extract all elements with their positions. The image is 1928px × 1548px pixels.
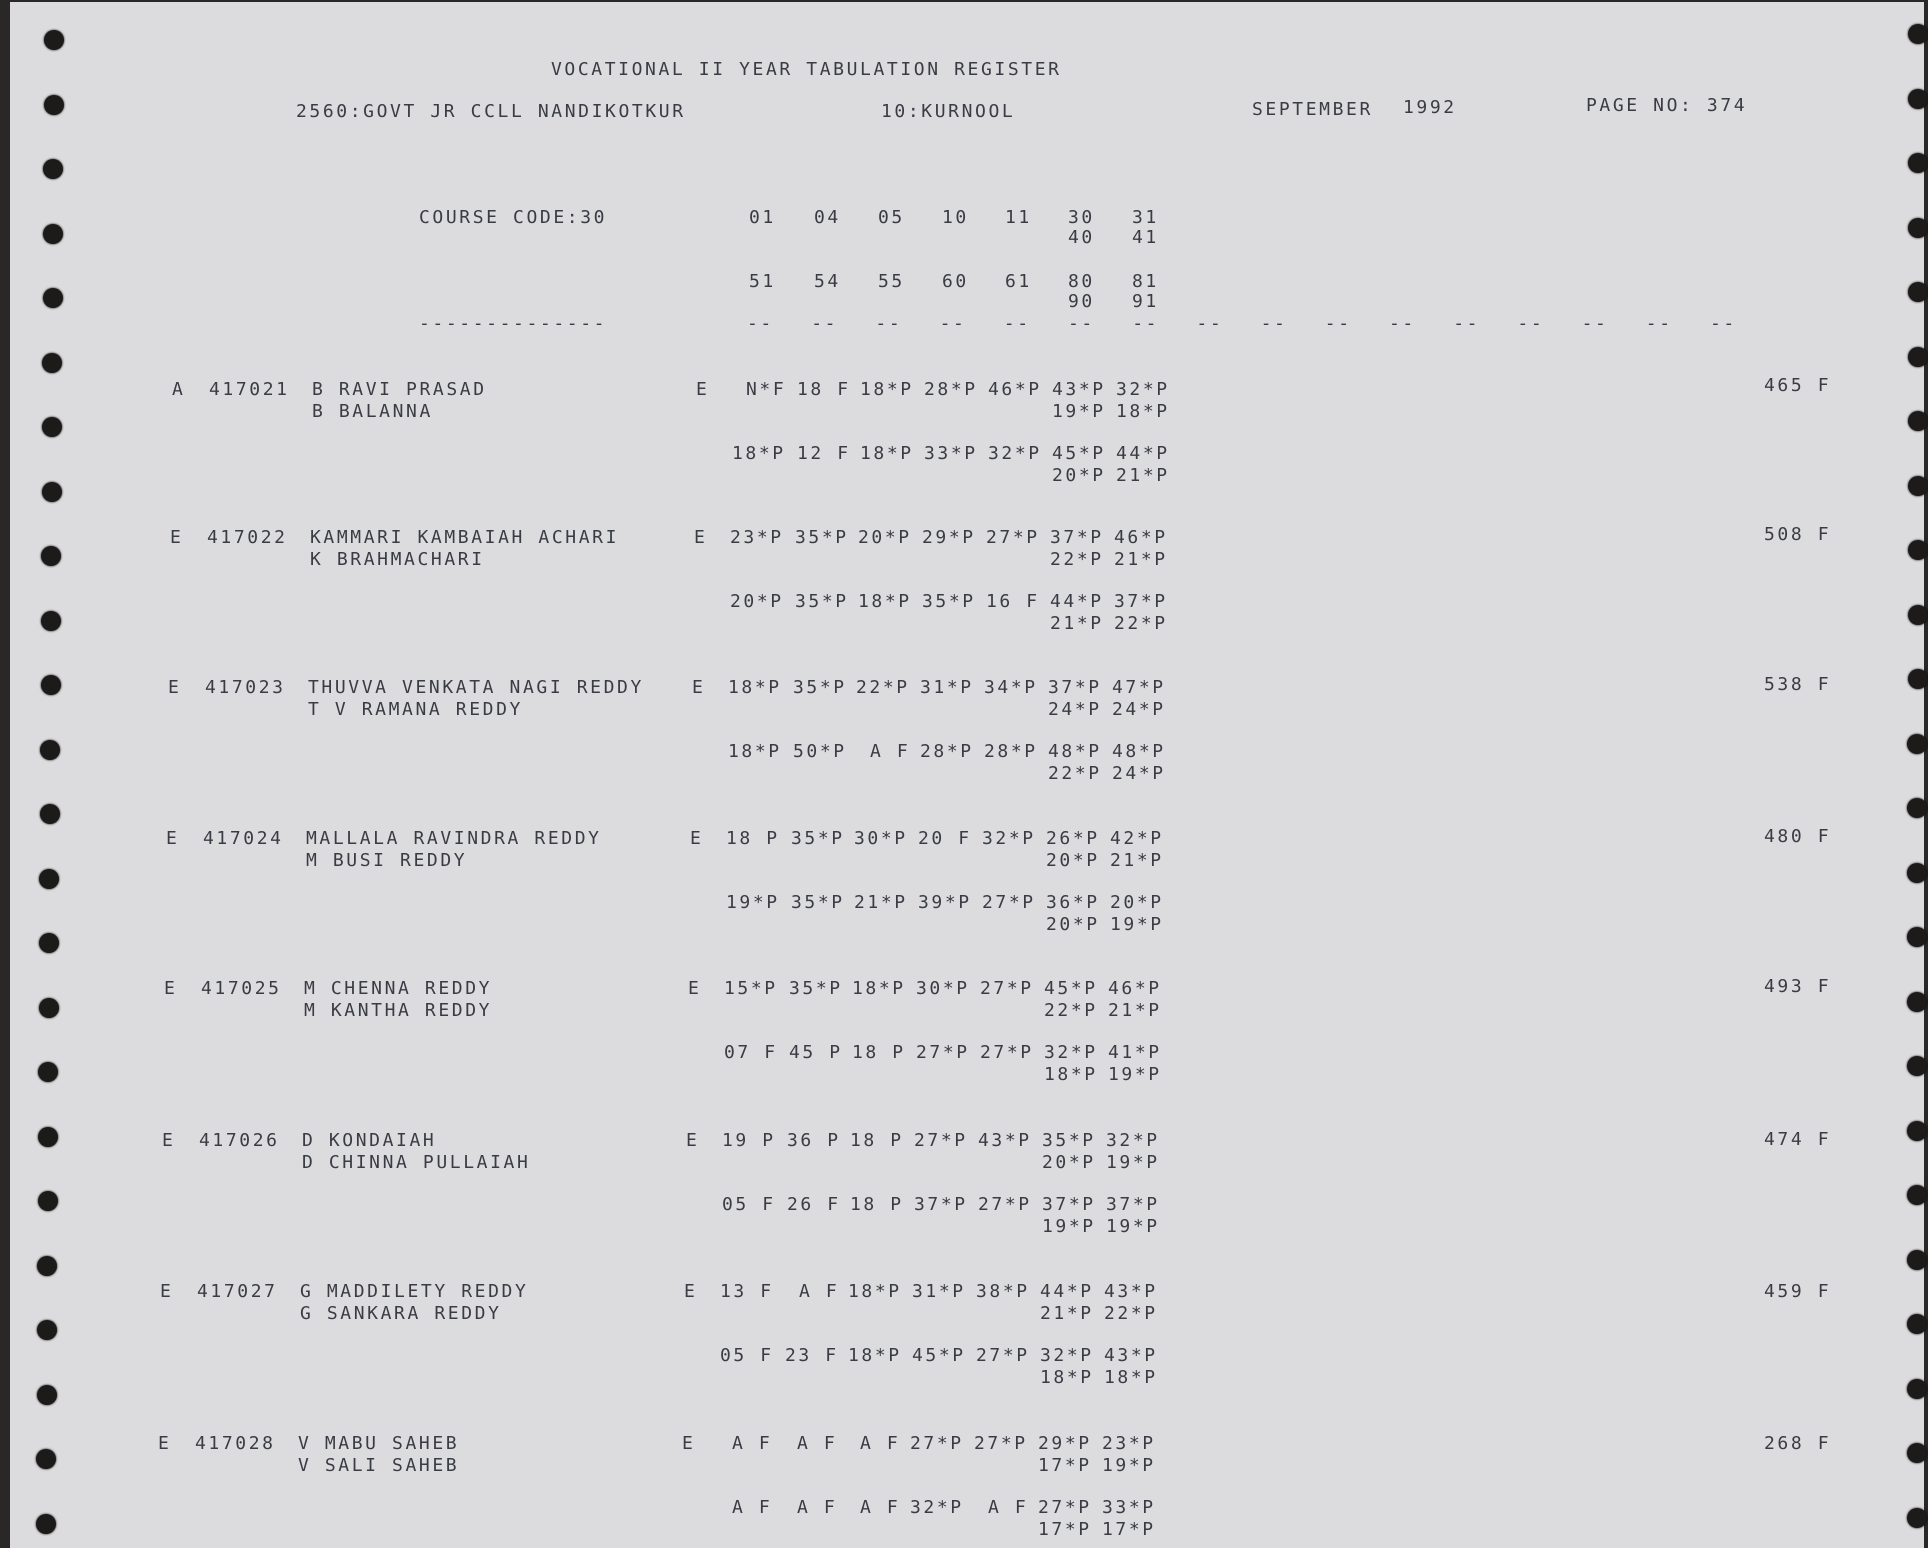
mark-cell: 18 P [850,1194,904,1215]
mark-cell: 37*P [1042,1194,1096,1215]
mark-cell: 18*P [732,443,786,464]
dash-segment: -- [1710,313,1737,334]
father-name: K BRAHMACHARI [310,549,485,570]
subject-code: 01 [749,207,776,228]
mark-cell: 19*P [1106,1216,1160,1237]
register-title: VOCATIONAL II YEAR TABULATION REGISTER [551,59,1062,80]
father-name: T V RAMANA REDDY [308,699,523,720]
mark-cell: 24*P [1048,699,1102,720]
tractor-hole [1907,798,1927,818]
page-number: PAGE NO: 374 [1586,95,1748,116]
mark-cell: 22*P [1044,1000,1098,1021]
tractor-hole [38,1191,58,1211]
roll-number: 417024 [203,828,284,849]
mark-cell: 20*P [730,591,784,612]
subject-code: 41 [1132,227,1159,248]
exam-medium: E [696,379,710,400]
mark-cell: 38*P [976,1281,1030,1302]
mark-cell: 27*P [914,1130,968,1151]
mark-cell: 12 F [797,443,851,464]
exam-medium: E [688,978,702,999]
mark-cell: 41*P [1108,1042,1162,1063]
mark-cell: 18 P [850,1130,904,1151]
course-code: COURSE CODE:30 [419,207,608,228]
dash-segment: -- [1453,313,1481,334]
student-name: D KONDAIAH [302,1130,437,1151]
tractor-hole [42,417,62,437]
student-name: V MABU SAHEB [298,1433,460,1454]
mark-cell: 27*P [1038,1497,1092,1518]
mark-cell: 19*P [1042,1216,1096,1237]
mark-cell: A F [988,1497,1029,1518]
mark-cell: 32*P [1106,1130,1160,1151]
mark-cell: 19*P [1106,1152,1160,1173]
mark-cell: 23*P [1102,1433,1156,1454]
dash-segment: -- [1132,313,1160,334]
dash-rule: -------------- [419,313,608,334]
mark-cell: 50*P [793,741,847,762]
mark-cell: 34*P [984,677,1038,698]
father-name: G SANKARA REDDY [300,1303,502,1324]
student-group: A [172,379,186,400]
mark-cell: 32*P [1044,1042,1098,1063]
mark-cell: 20*P [1042,1152,1096,1173]
tractor-hole [38,1127,58,1147]
mark-cell: A F [860,1433,901,1454]
mark-cell: 27*P [980,978,1034,999]
mark-cell: 20*P [1110,892,1164,913]
tractor-hole [43,224,63,244]
mark-cell: 35*P [1042,1130,1096,1151]
mark-cell: 32*P [982,828,1036,849]
mark-cell: 27*P [910,1433,964,1454]
total-marks-result: 480 F [1764,825,1832,847]
student-group: E [162,1130,176,1151]
mark-cell: 33*P [924,443,978,464]
mark-cell: 45*P [1044,978,1098,999]
tractor-hole [1908,24,1928,44]
total-marks-result: 474 F [1764,1129,1832,1150]
mark-cell: 21*P [1050,613,1104,634]
tractor-hole [39,869,59,889]
tractor-hole [42,353,62,373]
mark-cell: 35*P [793,677,847,698]
dash-segment: -- [1581,313,1609,334]
mark-cell: 18*P [728,741,782,762]
mark-cell: 05 F [722,1194,776,1215]
mark-cell: 44*P [1050,591,1104,612]
subject-code: 80 [1068,271,1095,292]
tractor-hole [1907,1056,1927,1076]
mark-cell: 18*P [860,443,914,464]
mark-cell: 26*P [1046,828,1100,849]
mark-cell: 44*P [1116,443,1170,464]
mark-cell: 18 F [797,379,851,400]
exam-medium: E [690,828,704,849]
tractor-hole [37,1256,57,1276]
subject-code: 61 [1005,271,1032,292]
tractor-hole [1907,1379,1927,1399]
mark-cell: 28*P [984,741,1038,762]
mark-cell: 44*P [1040,1281,1094,1302]
subject-code: 60 [942,271,969,292]
roll-number: 417028 [195,1433,276,1454]
mark-cell: 35*P [789,978,843,999]
mark-cell: 36 P [787,1130,841,1151]
mark-cell: 15*P [724,978,778,999]
tractor-hole [40,804,60,824]
mark-cell: 13 F [720,1281,774,1302]
mark-cell: 18 P [852,1042,906,1063]
tractor-hole [39,998,59,1018]
mark-cell: 18*P [860,379,914,400]
mark-cell: 19*P [1102,1455,1156,1476]
mark-cell: 19*P [1110,914,1164,935]
mark-cell: 27*P [986,527,1040,548]
tractor-hole [36,1514,56,1534]
subject-code: 81 [1132,271,1159,292]
tractor-hole [1907,734,1927,754]
mark-cell: 32*P [988,443,1042,464]
tractor-hole [1908,89,1928,109]
mark-cell: 31*P [912,1281,966,1302]
mark-cell: 19*P [1052,401,1106,422]
student-group: E [160,1281,174,1302]
dash-segment: -- [747,313,774,334]
mark-cell: 46*P [988,379,1042,400]
mark-cell: N*F [746,379,787,400]
mark-cell: 05 F [720,1345,774,1366]
mark-cell: 17*P [1038,1519,1092,1540]
tractor-hole [1907,1250,1927,1270]
mark-cell: 21*P [1108,1000,1162,1021]
total-marks-result: 459 F [1764,1280,1832,1302]
mark-cell: 21*P [1114,549,1168,570]
tractor-hole [44,95,64,115]
mark-cell: 17*P [1102,1519,1156,1540]
subject-code: 40 [1068,227,1095,248]
mark-cell: A F [797,1497,838,1518]
mark-cell: 48*P [1112,741,1166,762]
student-group: E [168,677,182,698]
mark-cell: 19 P [722,1130,776,1151]
mark-cell: 43*P [1052,379,1106,400]
father-name: D CHINNA PULLAIAH [302,1152,531,1173]
roll-number: 417023 [205,677,286,698]
tractor-hole [1908,669,1928,689]
dash-segment: -- [1003,313,1031,334]
mark-cell: 24*P [1112,763,1166,784]
tractor-hole [1907,992,1927,1012]
father-name: M BUSI REDDY [306,850,468,871]
tractor-hole [39,933,59,953]
mark-cell: 27*P [980,1042,1034,1063]
student-name: MALLALA RAVINDRA REDDY [306,828,602,849]
student-name: G MADDILETY REDDY [300,1281,529,1302]
mark-cell: 45*P [912,1345,966,1366]
dash-segment: -- [875,313,903,334]
mark-cell: 18*P [1040,1367,1094,1388]
subject-code: 11 [1005,207,1032,228]
mark-cell: 22*P [1114,613,1168,634]
student-group: E [166,828,180,849]
mark-cell: 28*P [920,741,974,762]
mark-cell: 48*P [1048,741,1102,762]
mark-cell: 35*P [922,591,976,612]
mark-cell: 29*P [1038,1433,1092,1454]
mark-cell: 20*P [858,527,912,548]
tractor-hole [1907,1121,1927,1141]
mark-cell: 22*P [1050,549,1104,570]
father-name: M KANTHA REDDY [304,1000,493,1021]
total-marks-result: 493 F [1764,976,1832,998]
tractor-hole [1907,927,1927,947]
mark-cell: 37*P [1050,527,1104,548]
mark-cell: A F [797,1433,838,1454]
mark-cell: 17*P [1038,1455,1092,1476]
mark-cell: 28*P [924,379,978,400]
tractor-hole [1908,476,1928,496]
mark-cell: 18*P [848,1281,902,1302]
mark-cell: 23 F [785,1345,839,1366]
roll-number: 417022 [207,527,288,548]
father-name: B BALANNA [312,401,433,422]
subject-code: 30 [1068,207,1095,228]
tractor-hole [40,740,60,760]
mark-cell: 43*P [1104,1345,1158,1366]
subject-code: 31 [1132,207,1159,228]
mark-cell: A F [799,1281,840,1302]
total-marks-result: 538 F [1764,674,1832,696]
mark-cell: 18*P [1104,1367,1158,1388]
exam-month: SEPTEMBER [1252,99,1373,120]
mark-cell: 32*P [1116,379,1170,400]
mark-cell: 21*P [854,892,908,913]
subject-code: 10 [942,207,969,228]
mark-cell: 33*P [1102,1497,1156,1518]
mark-cell: 42*P [1110,828,1164,849]
mark-cell: 18*P [1116,401,1170,422]
dash-segment: -- [1324,313,1352,334]
dash-segment: -- [1645,313,1673,334]
mark-cell: 27*P [982,892,1036,913]
mark-cell: 21*P [1040,1303,1094,1324]
mark-cell: 27*P [974,1433,1028,1454]
subject-code: 55 [878,271,905,292]
mark-cell: 23*P [730,527,784,548]
student-group: E [170,527,184,548]
mark-cell: 45*P [1052,443,1106,464]
mark-cell: 46*P [1108,978,1162,999]
student-name: THUVVA VENKATA NAGI REDDY [308,677,644,698]
student-name: B RAVI PRASAD [312,379,487,400]
exam-medium: E [686,1130,700,1151]
dash-segment: -- [1260,313,1288,334]
student-name: M CHENNA REDDY [304,978,493,999]
district-name: 10:KURNOOL [881,101,1016,122]
tractor-hole [1907,1185,1927,1205]
mark-cell: 27*P [976,1345,1030,1366]
mark-cell: 18*P [848,1345,902,1366]
tractor-hole [1908,218,1928,238]
mark-cell: 46*P [1114,527,1168,548]
mark-cell: 43*P [1104,1281,1158,1302]
mark-cell: 20*P [1046,850,1100,871]
subject-code: 90 [1068,291,1095,312]
mark-cell: 35*P [795,527,849,548]
exam-year: 1992 [1403,97,1457,118]
mark-cell: 47*P [1112,677,1166,698]
tractor-hole [1908,347,1928,367]
subject-code: 54 [814,271,841,292]
mark-cell: 20*P [1052,465,1106,486]
exam-medium: E [684,1281,698,1302]
exam-medium: E [682,1433,696,1454]
mark-cell: 18 P [726,828,780,849]
tractor-hole [1908,540,1928,560]
mark-cell: 21*P [1116,465,1170,486]
total-marks-result: 508 F [1764,523,1832,545]
total-marks-result: 465 F [1764,375,1832,396]
mark-cell: 32*P [1040,1345,1094,1366]
dash-segment: -- [811,313,839,334]
tractor-hole [43,159,63,179]
mark-cell: 35*P [795,591,849,612]
subject-code: 05 [878,207,905,228]
mark-cell: 18*P [858,591,912,612]
mark-cell: 22*P [856,677,910,698]
father-name: V SALI SAHEB [298,1455,460,1476]
tractor-hole [1907,863,1927,883]
mark-cell: 19*P [726,892,780,913]
student-group: E [164,978,178,999]
mark-cell: 27*P [916,1042,970,1063]
mark-cell: 35*P [791,828,845,849]
tractor-hole [1908,605,1928,625]
tractor-hole [43,288,63,308]
mark-cell: 22*P [1104,1303,1158,1324]
mark-cell: A F [732,1433,773,1454]
mark-cell: 16 F [986,591,1040,612]
mark-cell: 21*P [1110,850,1164,871]
student-group: E [158,1433,172,1454]
mark-cell: 24*P [1112,699,1166,720]
dash-segment: -- [939,313,967,334]
subject-code: 04 [814,207,841,228]
roll-number: 417025 [201,978,282,999]
mark-cell: 37*P [1048,677,1102,698]
mark-cell: 07 F [724,1042,778,1063]
mark-cell: 37*P [914,1194,968,1215]
total-marks-result: 268 F [1764,1433,1832,1455]
mark-cell: 22*P [1048,763,1102,784]
tractor-hole [41,546,61,566]
tractor-hole [41,611,61,631]
college-name: 2560:GOVT JR CCLL NANDIKOTKUR [296,101,686,122]
dash-segment: -- [1068,313,1095,334]
mark-cell: 45 P [789,1042,843,1063]
mark-cell: 18*P [852,978,906,999]
tractor-hole [42,482,62,502]
dash-segment: -- [1389,313,1416,334]
tractor-hole [37,1385,57,1405]
mark-cell: 18*P [728,677,782,698]
mark-cell: A F [870,741,911,762]
roll-number: 417021 [209,379,290,400]
roll-number: 417026 [199,1130,280,1151]
tractor-hole [1908,411,1928,431]
tractor-hole [1907,1443,1927,1463]
mark-cell: 30*P [916,978,970,999]
mark-cell: 37*P [1106,1194,1160,1215]
mark-cell: 43*P [978,1130,1032,1151]
student-name: KAMMARI KAMBAIAH ACHARI [310,527,620,548]
tractor-hole [41,675,61,695]
mark-cell: 37*P [1114,591,1168,612]
mark-cell: A F [732,1497,773,1518]
exam-medium: E [694,527,708,548]
mark-cell: 20 F [918,828,972,849]
tractor-hole [1908,153,1928,173]
tractor-hole [37,1320,57,1340]
mark-cell: 27*P [978,1194,1032,1215]
mark-cell: 26 F [787,1194,841,1215]
mark-cell: 30*P [854,828,908,849]
tractor-hole [36,1449,56,1469]
tractor-hole [1907,1508,1927,1528]
mark-cell: 39*P [918,892,972,913]
mark-cell: A F [860,1497,901,1518]
dash-segment: -- [1517,313,1545,334]
subject-code: 91 [1132,291,1159,312]
tractor-hole [38,1062,58,1082]
mark-cell: 29*P [922,527,976,548]
mark-cell: 32*P [910,1497,964,1518]
tractor-hole [1908,282,1928,302]
tractor-hole [44,30,64,50]
exam-medium: E [692,677,706,698]
mark-cell: 31*P [920,677,974,698]
roll-number: 417027 [197,1281,278,1302]
mark-cell: 36*P [1046,892,1100,913]
mark-cell: 18*P [1044,1064,1098,1085]
mark-cell: 19*P [1108,1064,1162,1085]
tractor-hole [1907,1314,1927,1334]
tabulation-register-sheet [10,2,1924,1548]
subject-code: 51 [749,271,776,292]
mark-cell: 20*P [1046,914,1100,935]
mark-cell: 35*P [791,892,845,913]
dash-segment: -- [1196,313,1224,334]
